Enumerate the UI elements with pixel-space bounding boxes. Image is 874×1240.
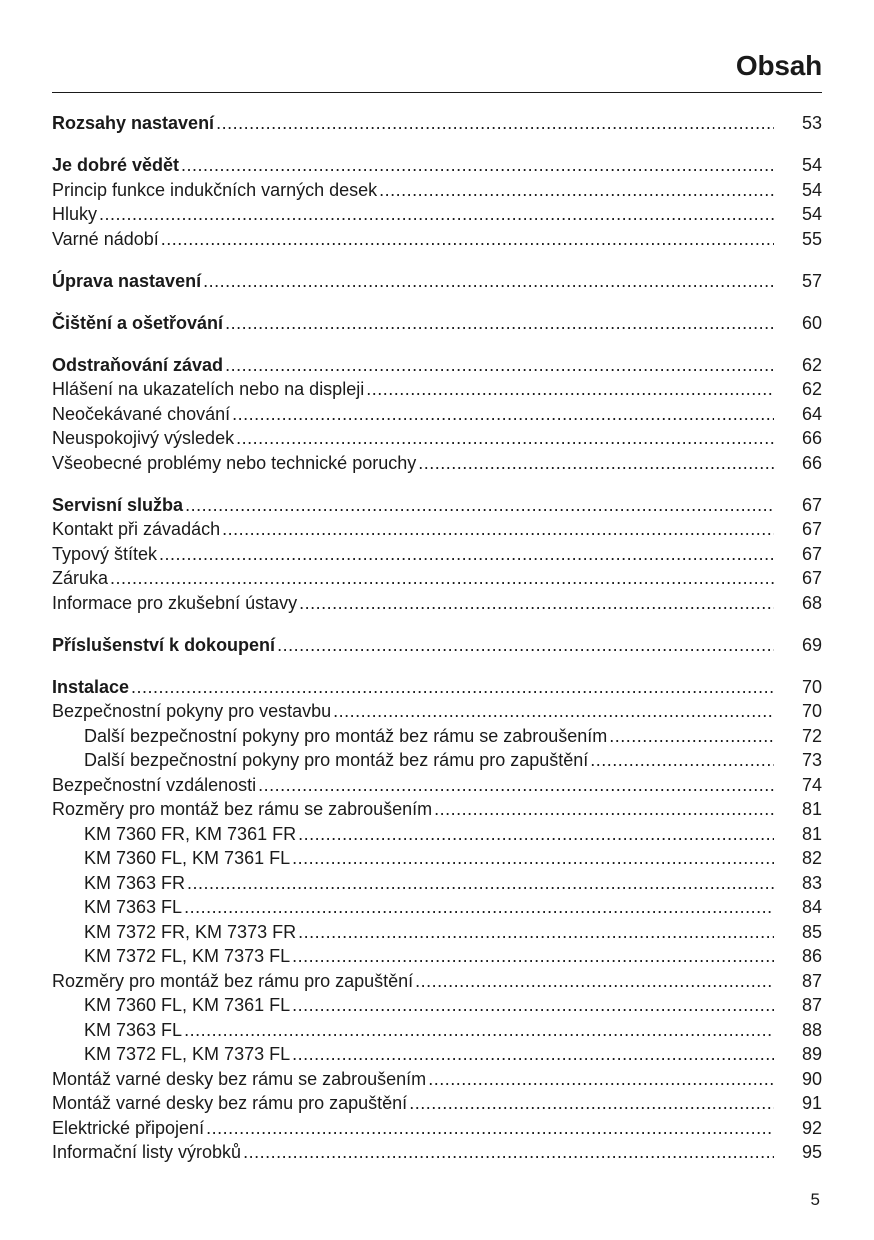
toc-entry[interactable] [52, 701, 822, 726]
toc-entry-label: Montáž varné desky bez rámu pro zapuštění [52, 1093, 408, 1113]
toc-entry-page: 54 [801, 155, 822, 175]
dot-leader [159, 544, 774, 565]
dot-leader [232, 404, 774, 425]
toc-entry-page: 54 [801, 204, 822, 224]
toc-entry-label: KM 7372 FL, KM 7373 FL [84, 1044, 291, 1064]
toc-entry-label: Bezpečnostní pokyny pro vestavbu [52, 701, 332, 721]
toc-entry[interactable] [52, 453, 822, 478]
toc-entry[interactable] [52, 568, 822, 593]
toc-entry-label: KM 7372 FL, KM 7373 FL [84, 946, 291, 966]
toc-entry-page: 66 [801, 452, 822, 473]
toc-entry[interactable] [52, 519, 822, 544]
toc-entry-page: 82 [801, 848, 822, 868]
dot-leader [185, 495, 774, 516]
toc-entry-label: Úprava nastavení [52, 270, 202, 291]
toc-entry-label: Varné nádobí [52, 228, 159, 249]
dot-leader [418, 453, 774, 474]
toc-entry-page: 92 [801, 1117, 822, 1138]
dot-leader [225, 355, 774, 376]
dot-leader [131, 677, 774, 698]
toc-entry[interactable] [52, 155, 822, 180]
toc-entry-page: 57 [801, 270, 822, 291]
toc-entry-label: Hlášení na ukazatelích nebo na displeji [52, 379, 365, 399]
toc-entry-page: 84 [801, 897, 822, 917]
toc-entry-label: Neočekávané chování [52, 403, 231, 424]
toc-entry[interactable] [52, 848, 822, 873]
dot-leader [258, 775, 774, 796]
toc-entry-label: Instalace [52, 676, 130, 697]
toc-entry-page: 81 [801, 799, 822, 819]
toc-entry[interactable] [52, 495, 822, 520]
dot-leader [99, 204, 774, 225]
toc-entry-label: Rozsahy nastavení [52, 113, 215, 133]
dot-leader [428, 1069, 774, 1090]
toc-entry[interactable] [52, 204, 822, 229]
dot-leader [590, 750, 774, 771]
toc-entry-label: Montáž varné desky bez rámu se zabroušením [52, 1068, 427, 1089]
toc-entry[interactable] [52, 404, 822, 429]
toc-entry-page: 66 [801, 428, 822, 448]
toc-entry[interactable] [52, 180, 822, 205]
toc-entry[interactable] [52, 775, 822, 800]
toc-entry-page: 95 [801, 1142, 822, 1162]
toc-entry-page: 64 [801, 403, 822, 424]
toc-entry-page: 73 [801, 750, 822, 770]
dot-leader [366, 379, 774, 400]
toc-entry-label: KM 7360 FR, KM 7361 FR [84, 823, 297, 844]
toc-entry-label: Další bezpečnostní pokyny pro montáž bez rámu se zabroušením [84, 725, 608, 746]
toc-entry-page: 69 [801, 634, 822, 655]
toc-entry[interactable] [52, 824, 822, 849]
toc-entry[interactable] [52, 995, 822, 1020]
dot-leader [236, 428, 774, 449]
toc-entry-label: Informační listy výrobků [52, 1142, 242, 1162]
toc-entry-page: 91 [801, 1093, 822, 1113]
dot-leader [434, 799, 774, 820]
toc-entry-label: KM 7360 FL, KM 7361 FL [84, 848, 291, 868]
dot-leader [609, 726, 774, 747]
toc-entry[interactable] [52, 873, 822, 898]
toc-entry[interactable] [52, 1044, 822, 1069]
toc-entry[interactable] [52, 922, 822, 947]
toc-entry-label: Příslušenství k dokoupení [52, 634, 276, 655]
toc-entry-label: KM 7363 FL [84, 897, 183, 917]
dot-leader [292, 1044, 774, 1065]
dot-leader [292, 946, 774, 967]
dot-leader [203, 271, 774, 292]
toc-entry-page: 87 [801, 995, 822, 1015]
toc-entry[interactable] [52, 355, 822, 380]
toc-entry-label: Rozměry pro montáž bez rámu pro zapuštění [52, 970, 414, 991]
toc-entry-page: 88 [801, 1019, 822, 1040]
toc-entry[interactable] [52, 946, 822, 971]
toc-entry-label: KM 7360 FL, KM 7361 FL [84, 995, 291, 1015]
toc-entry[interactable] [52, 635, 822, 660]
toc-entry[interactable] [52, 750, 822, 775]
toc-entry-label: Bezpečnostní vzdálenosti [52, 774, 257, 795]
toc-entry-page: 54 [801, 179, 822, 200]
toc-entry[interactable] [52, 271, 822, 296]
toc-entry-page: 55 [801, 228, 822, 249]
toc-entry-label: Rozměry pro montáž bez rámu se zabroušením [52, 799, 433, 819]
toc-entry-label: Informace pro zkušební ústavy [52, 592, 298, 613]
toc-entry[interactable] [52, 593, 822, 618]
toc-entry-page: 60 [801, 312, 822, 333]
title-divider [52, 92, 822, 93]
dot-leader [298, 922, 774, 943]
toc-entry[interactable] [52, 677, 822, 702]
toc-entry-label: Odstraňování závad [52, 354, 224, 375]
toc-entry-page: 62 [801, 379, 822, 399]
toc-entry-label: KM 7363 FR [84, 872, 186, 893]
toc-entry[interactable] [52, 428, 822, 453]
dot-leader [292, 995, 774, 1016]
toc-entry-label: Typový štítek [52, 543, 158, 564]
toc-entry-label: Další bezpečnostní pokyny pro montáž bez rámu pro zapuštění [84, 750, 589, 770]
toc-entry-label: Hluky [52, 204, 98, 224]
toc-entry-page: 90 [801, 1068, 822, 1089]
toc-entry-label: Neuspokojivý výsledek [52, 428, 235, 448]
toc-entry[interactable] [52, 1142, 822, 1167]
toc-entry[interactable] [52, 971, 822, 996]
toc-entry-label: Servisní služba [52, 494, 184, 515]
dot-leader [216, 113, 774, 134]
dot-leader [415, 971, 774, 992]
toc-entry[interactable] [52, 1118, 822, 1143]
table-of-contents [52, 113, 822, 1167]
dot-leader [222, 519, 774, 540]
dot-leader [243, 1142, 774, 1163]
toc-entry-page: 62 [801, 354, 822, 375]
toc-entry[interactable] [52, 113, 822, 138]
toc-entry-page: 53 [801, 113, 822, 133]
toc-entry-label: Kontakt při závadách [52, 519, 221, 539]
toc-entry[interactable] [52, 897, 822, 922]
toc-entry-page: 83 [801, 872, 822, 893]
page-title: Obsah [735, 50, 822, 81]
toc-entry-page: 67 [801, 494, 822, 515]
toc-entry-page: 70 [801, 701, 822, 721]
toc-entry-page: 67 [801, 519, 822, 539]
page-number: 5 [810, 1190, 820, 1209]
dot-leader [299, 593, 774, 614]
toc-entry-page: 67 [801, 568, 822, 588]
dot-leader [225, 313, 774, 334]
dot-leader [184, 897, 774, 918]
toc-entry-label: Čištění a ošetřování [52, 312, 224, 333]
dot-leader [187, 873, 774, 894]
dot-leader [292, 848, 774, 869]
toc-entry[interactable] [52, 379, 822, 404]
toc-entry[interactable] [52, 544, 822, 569]
toc-entry-page: 81 [801, 823, 822, 844]
toc-entry[interactable] [52, 1093, 822, 1118]
toc-entry-label: KM 7372 FR, KM 7373 FR [84, 921, 297, 942]
toc-entry-page: 86 [801, 946, 822, 966]
dot-leader [409, 1093, 774, 1114]
toc-entry[interactable] [52, 229, 822, 254]
toc-entry-label: Je dobré vědět [52, 155, 180, 175]
dot-leader [161, 229, 774, 250]
toc-entry-label: KM 7363 FL [84, 1019, 183, 1040]
dot-leader [333, 701, 774, 722]
toc-entry[interactable] [52, 799, 822, 824]
toc-entry-page: 67 [801, 543, 822, 564]
dot-leader [184, 1020, 774, 1041]
dot-leader [206, 1118, 774, 1139]
dot-leader [110, 568, 774, 589]
toc-entry-page: 70 [801, 676, 822, 697]
dot-leader [379, 180, 774, 201]
toc-entry-label: Elektrické připojení [52, 1117, 205, 1138]
dot-leader [277, 635, 774, 656]
toc-entry[interactable] [52, 1020, 822, 1045]
toc-entry-page: 72 [801, 725, 822, 746]
toc-entry-label: Záruka [52, 568, 109, 588]
toc-entry-label: Všeobecné problémy nebo technické poruchy [52, 452, 417, 473]
toc-entry-page: 68 [801, 592, 822, 613]
toc-entry-page: 89 [801, 1044, 822, 1064]
toc-entry[interactable] [52, 313, 822, 338]
toc-entry-page: 85 [801, 921, 822, 942]
toc-entry-label: Princip funkce indukčních varných desek [52, 179, 378, 200]
toc-entry[interactable] [52, 726, 822, 751]
toc-entry[interactable] [52, 1069, 822, 1094]
dot-leader [181, 155, 774, 176]
toc-entry-page: 87 [801, 970, 822, 991]
toc-entry-page: 74 [801, 774, 822, 795]
dot-leader [298, 824, 774, 845]
